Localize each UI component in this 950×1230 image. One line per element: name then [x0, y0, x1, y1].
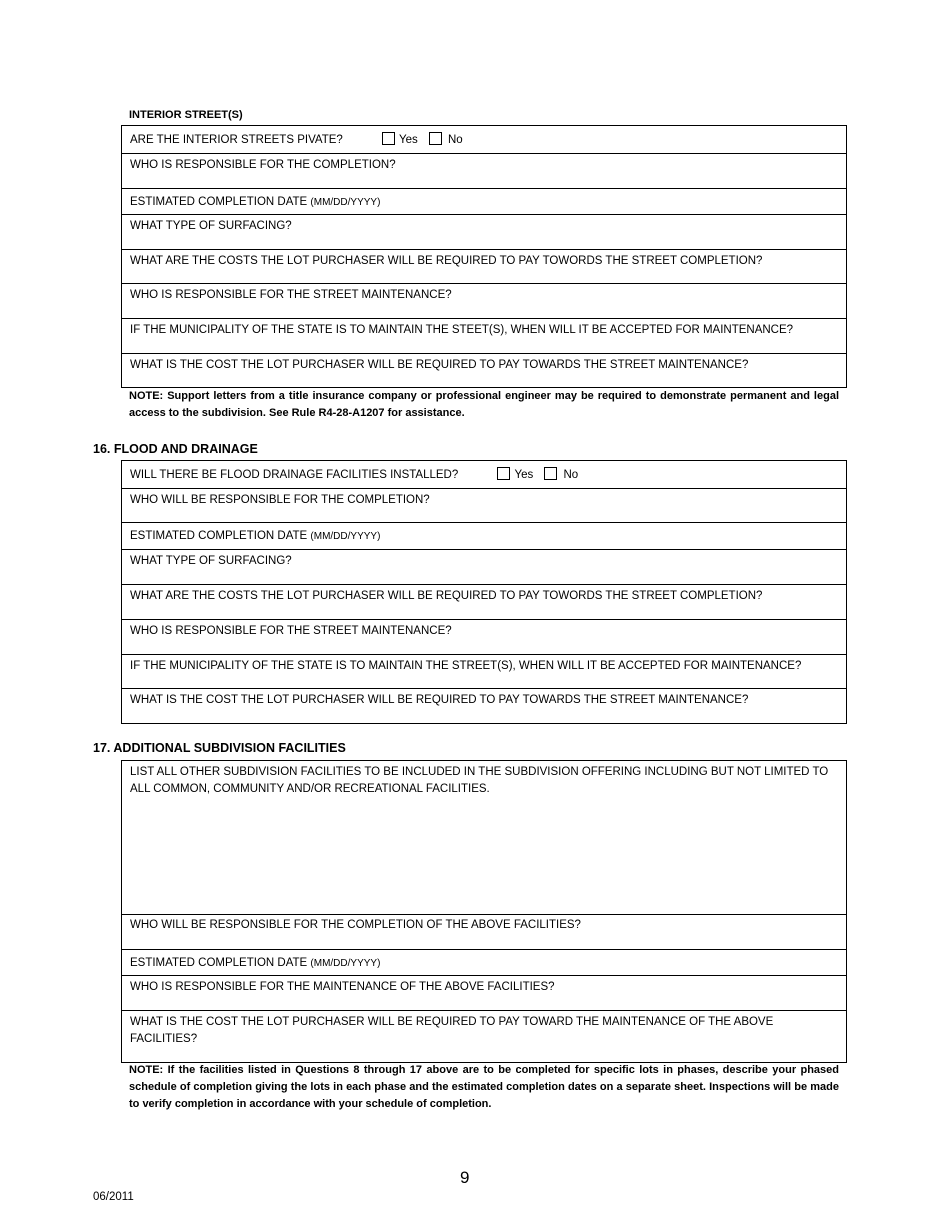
additional-maint-cost-question: WHAT IS THE COST THE LOT PURCHASER WILL BE REQUIRED TO PAY TOWARD THE MAINTENANCE OF THE ABOVE FACILITIES? [130, 1016, 774, 1045]
flood-installed-row [122, 461, 846, 489]
flood-completion-row[interactable] [122, 489, 846, 523]
interior-surfacing-row[interactable] [122, 215, 846, 250]
interior-surfacing-question: WHAT TYPE OF SURFACING? [130, 220, 292, 232]
flood-surfacing-row[interactable] [122, 550, 846, 585]
interior-maintenance-row[interactable] [122, 284, 846, 319]
additional-date-format: (MM/DD/YYYY) [310, 958, 381, 969]
flood-installed-question: WILL THERE BE FLOOD DRAINAGE FACILITIES INSTALLED? [130, 469, 459, 481]
flood-drainage-heading: 16. FLOOD AND DRAINAGE [93, 442, 258, 456]
additional-maintenance-question: WHO IS RESPONSIBLE FOR THE MAINTENANCE OF THE ABOVE FACILITIES? [130, 981, 555, 993]
flood-completion-question: WHO WILL BE RESPONSIBLE FOR THE COMPLETION? [130, 494, 430, 506]
interior-streets-heading: INTERIOR STREET(S) [129, 109, 243, 121]
flood-installed-yes-checkbox[interactable] [497, 467, 510, 480]
flood-date-question: ESTIMATED COMPLETION DATE [130, 530, 308, 542]
additional-date-row[interactable] [122, 950, 846, 976]
flood-installed-no-label: No [563, 469, 579, 481]
interior-private-question: ARE THE INTERIOR STREETS PIVATE? [130, 134, 343, 146]
interior-private-no-label: No [447, 134, 463, 146]
flood-maintenance-row[interactable] [122, 620, 846, 655]
additional-completion-question: WHO WILL BE RESPONSIBLE FOR THE COMPLETION OF THE ABOVE FACILITIES? [130, 919, 581, 931]
flood-surfacing-question: WHAT TYPE OF SURFACING? [130, 555, 292, 567]
additional-facilities-table [121, 760, 847, 1063]
flood-date-row[interactable] [122, 523, 846, 550]
flood-drainage-table [121, 460, 847, 724]
flood-maintenance-question: WHO IS RESPONSIBLE FOR THE STREET MAINTENANCE? [130, 625, 452, 637]
additional-list-row[interactable] [122, 761, 846, 915]
flood-maint-cost-row[interactable] [122, 689, 846, 724]
flood-installed-no-checkbox[interactable] [544, 467, 557, 480]
interior-streets-table [121, 125, 847, 388]
interior-private-options [382, 134, 463, 146]
flood-municipality-question: IF THE MUNICIPALITY OF THE STATE IS TO MAINTAIN THE STREET(S), WHEN WILL IT BE ACCEPTED FOR MAINTENANCE? [130, 660, 802, 672]
interior-private-yes-checkbox[interactable] [382, 132, 395, 145]
flood-maint-cost-question: WHAT IS THE COST THE LOT PURCHASER WILL BE REQUIRED TO PAY TOWARDS THE STREET MAINTENANCE? [130, 694, 749, 706]
interior-private-yes-label: Yes [399, 134, 418, 146]
interior-date-question: ESTIMATED COMPLETION DATE [130, 196, 308, 208]
flood-installed-yes-label: Yes [514, 469, 534, 481]
revision-date: 06/2011 [93, 1191, 134, 1203]
interior-date-row[interactable] [122, 189, 846, 215]
interior-private-no-checkbox[interactable] [429, 132, 442, 145]
interior-private-row [122, 126, 846, 154]
flood-date-format: (MM/DD/YYYY) [310, 531, 381, 542]
flood-costs-question: WHAT ARE THE COSTS THE LOT PURCHASER WILL BE REQUIRED TO PAY TOWORDS THE STREET COMPLETION? [130, 590, 763, 602]
interior-maintenance-question: WHO IS RESPONSIBLE FOR THE STREET MAINTENANCE? [130, 289, 452, 301]
interior-costs-question: WHAT ARE THE COSTS THE LOT PURCHASER WILL BE REQUIRED TO PAY TOWORDS THE STREET COMPLETION? [130, 255, 763, 267]
additional-maint-cost-row[interactable] [122, 1011, 846, 1063]
flood-costs-row[interactable] [122, 585, 846, 620]
interior-completion-question: WHO IS RESPONSIBLE FOR THE COMPLETION? [130, 159, 396, 171]
interior-municipality-question: IF THE MUNICIPALITY OF THE STATE IS TO MAINTAIN THE STEET(S), WHEN WILL IT BE ACCEPTED FOR MAINTENANCE? [130, 324, 794, 336]
additional-list-question: LIST ALL OTHER SUBDIVISION FACILITIES TO BE INCLUDED IN THE SUBDIVISION OFFERING INCLUDING BUT NOT LIMITED TO ALL COMMON, COMMUNITY AND/OR RECREATIONAL FACILITIES. [130, 766, 829, 795]
flood-installed-options [497, 469, 578, 481]
additional-maintenance-row[interactable] [122, 976, 846, 1011]
interior-date-format: (MM/DD/YYYY) [310, 197, 381, 208]
interior-costs-row[interactable] [122, 250, 846, 284]
additional-completion-row[interactable] [122, 915, 846, 950]
flood-municipality-row[interactable] [122, 655, 846, 689]
interior-note: NOTE: Support letters from a title insurance company or professional engineer may be required to demonstrate permanent and legal access to the subdivision. See Rule R4-28-A1207 for assistance. [129, 390, 839, 419]
additional-date-question: ESTIMATED COMPLETION DATE [130, 957, 308, 969]
interior-maint-cost-row[interactable] [122, 354, 846, 388]
additional-facilities-heading: 17. ADDITIONAL SUBDIVISION FACILITIES [93, 741, 346, 755]
additional-note: NOTE: If the facilities listed in Questions 8 through 17 above are to be completed for specific lots in phases, describe your phased schedule of completion giving the lots in each phase and the estimated completion dates on a separate sheet. Inspections will be made to verify completion in accordance with your schedule of completion. [129, 1064, 839, 1110]
interior-municipality-row[interactable] [122, 319, 846, 354]
interior-completion-row[interactable] [122, 154, 846, 189]
interior-maint-cost-question: WHAT IS THE COST THE LOT PURCHASER WILL BE REQUIRED TO PAY TOWARDS THE STREET MAINTENANCE? [130, 359, 749, 371]
page-number: 9 [460, 1168, 470, 1187]
